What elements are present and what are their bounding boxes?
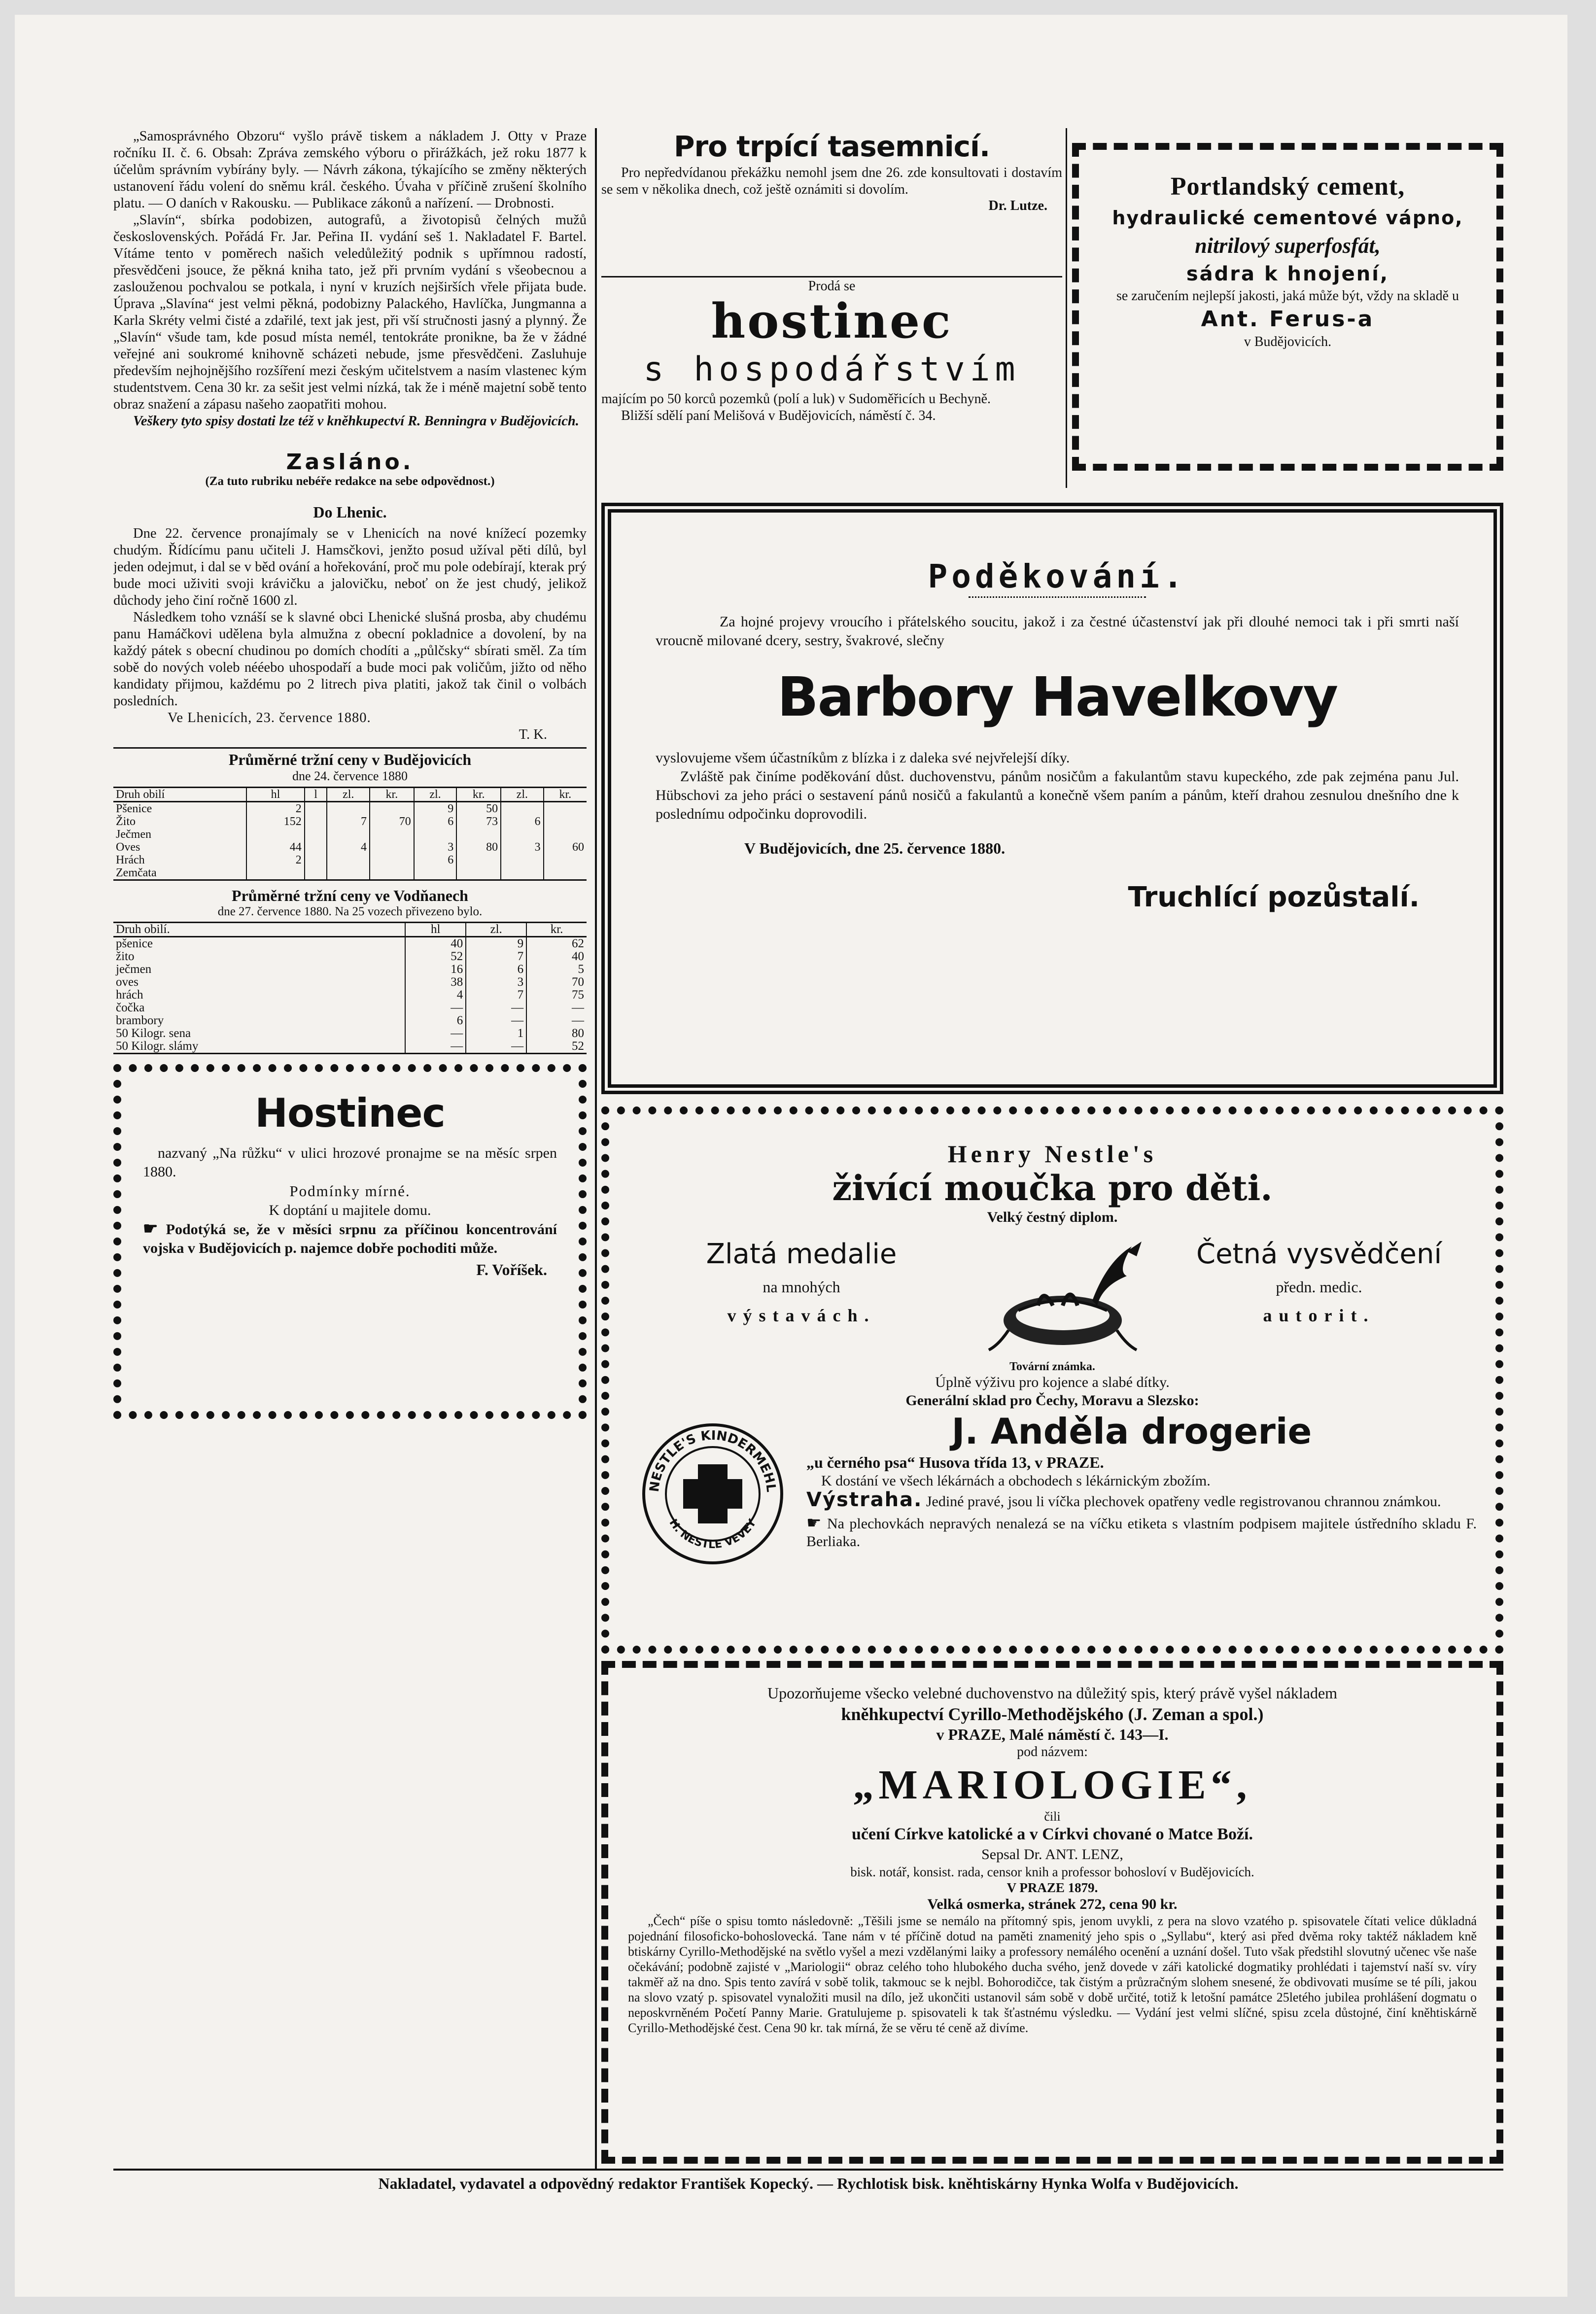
mariologie-body: „Čech“ píše o spisu tomto následovně: „Těšili jsme se nemálo na přítomný spis, jenom uvykli, z pera na slovo vzatého p. spisovatele čítati velice důkladná pojednání filosoficko-bohoslovecká. Tane nám v té příčině dotud na paměti znamenitý jeho spis o „Syllabu“, který asi před dvěma roky taktéž nákladem kně btiskárny Cyrillo-Methodějské na světlo vyšel a mezi vzdělanými laiky a professory nemálého ocenění a uznání došel. Tuto však předstihl slovutný učenec vše naše očekávání; podobně zajisté v „Mariologii“ obraz celého toho hlubokého ducha svého, jenž dovede v záři katolické dogmatiky prohlédati i tajemství naší sv. víry takměř až na dno. Spis tento zavírá v sobě tolik, takmouc se k nejbl. Bohorodičce, tak čistým a průzračným slohem snesené, že obdivovati musíme se té píli, jakou na slovo vzatý p. spisovatel vynaložiti musil na dílo, jež ukončiti ustanovil sám sobě v době určité, totiž k letošní památce 25letého jubilea prohlášení dogmatu o neposkvrněném Početí Panny Marie. Gratulujeme p. spisovateli k tak šťastnému výsledku. — Vydání jest velmi slíčné, spisu zcela důstojné, činí kněhtiskárně Cyrillo-Methodějské čest. Cena 90 kr. tak mírná, že se věru té ceně až divíme. <box>628 1914 1477 2035</box>
nestle-sold: K dostání ve všech lékárnách a obchodech s lékárnickým zbožím. <box>821 1473 1211 1489</box>
prices-vodnany-row <box>113 1027 587 1040</box>
prices-budejovice-header: zl. <box>327 788 370 802</box>
prices-budejovice-cell <box>246 828 305 841</box>
prices-budejovice-cell <box>327 866 370 880</box>
prices-vodnany-cell: 9 <box>466 937 526 951</box>
sale-text: majícím po 50 korců pozemků (polí a luk) v Sudoměřicích u Bechyně. <box>601 391 991 407</box>
prices-budejovice-cell <box>544 854 587 866</box>
prices-vodnany-cell: — <box>405 1027 466 1040</box>
cement-line2: hydraulické cementové vápno, <box>1112 207 1463 229</box>
prices-vodnany-date: dne 27. července 1880. Na 25 vozech přivezeno bylo. <box>217 905 483 918</box>
prices-vodnany-cell: 52 <box>572 1039 584 1053</box>
news-paragraph-obzor: „Samosprávného Obzoru“ vyšlo právě tiskem a nákladem J. Otty v Praze ročníku II. č. 6. Obsah: Zpráva zemského výboru o přirážkách, jež roku 1877 k účelům správním vybírány byly. — Návrh zákona, týkajícího se změny některých ustanovení řádu volení do sněmu král. českého. Úvaha v příčině zrušení školního platu. — O daních v Rakousku. — Publikace zákonů a nařízení. — Drobnosti. <box>113 129 587 211</box>
sale-title: hostinec <box>711 293 953 349</box>
prices-vodnany-cell: — <box>572 1014 584 1027</box>
prices-budejovice-cell <box>501 802 544 816</box>
hostinec-ad-signature: F. Voříšek. <box>476 1261 547 1278</box>
prices-vodnany-cell: 70 <box>572 975 584 989</box>
prices-budejovice-cell <box>305 866 327 880</box>
mariologie-address: v PRAZE, Malé náměstí č. 143—I. <box>936 1726 1169 1743</box>
newspaper-sheet <box>113 128 1503 2247</box>
prices-budejovice-cell <box>246 866 305 880</box>
prices-vodnany-grain: čočka <box>113 1002 405 1014</box>
prices-budejovice-cell <box>501 828 544 841</box>
nestle-warning-text: Jediné pravé, jsou li víčka plechovek opatřeny vedle registrovanou chrannou známkou. <box>926 1493 1441 1510</box>
cement-title: Portlandský cement, <box>1170 173 1405 201</box>
prices-budejovice-cell <box>414 866 457 880</box>
mariologie-author: Sepsal Dr. ANT. LENZ, <box>981 1846 1123 1863</box>
column-rule-left <box>595 128 597 2169</box>
prices-budejovice-header: l <box>305 788 327 802</box>
prices-budejovice-cell <box>544 866 587 880</box>
prices-budejovice-cell: 60 <box>572 841 584 854</box>
prices-budejovice-row <box>113 828 587 841</box>
tasemnice-ad <box>601 128 1062 276</box>
prices-budejovice-cell <box>544 815 587 828</box>
nestle-left-1: Zlatá medalie <box>706 1238 897 1270</box>
column-rule-middle <box>1066 128 1067 488</box>
prices-vodnany-row <box>113 937 587 951</box>
prices-vodnany-cell: 5 <box>578 963 584 976</box>
prices-budejovice-cell <box>370 841 414 854</box>
prices-budejovice-cell <box>544 802 587 816</box>
prices-vodnany-cell: — <box>572 1001 584 1014</box>
nestle-left-3: výstavách. <box>727 1306 876 1325</box>
thanks-title: Poděkování. <box>928 557 1187 595</box>
prices-vodnany-cell: — <box>405 1040 466 1054</box>
prices-budejovice-cell <box>370 866 414 880</box>
prices-vodnany-cell: 52 <box>405 950 466 963</box>
zaslano-initials: T. K. <box>519 727 547 742</box>
prices-budejovice-row <box>113 802 587 816</box>
prices-vodnany-header: Druh obilí. <box>113 923 405 937</box>
prices-budejovice-cell: 9 <box>414 802 457 816</box>
prices-vodnany-header: hl <box>405 923 466 937</box>
prices-budejovice-cell <box>370 828 414 841</box>
ad-divider <box>601 276 1062 277</box>
prices-vodnany-cell: 6 <box>405 1014 466 1027</box>
cement-ad <box>1072 143 1503 471</box>
thanks-name: Barbory Havelkovy <box>777 665 1338 728</box>
prices-vodnany-grain: 50 Kilogr. sena <box>113 1027 405 1040</box>
prices-budejovice-cell <box>544 828 587 841</box>
prices-budejovice-cell: 2 <box>246 802 305 816</box>
prices-budejovice-grain: Žito <box>113 815 246 828</box>
prices-vodnany-row <box>113 950 587 963</box>
prices-budejovice-cell: 6 <box>414 815 457 828</box>
nestle-right-1: Četná vysvědčení <box>1196 1238 1442 1270</box>
prices-vodnany-cell: 62 <box>572 937 584 950</box>
prices-budejovice-cell: 7 <box>327 815 370 828</box>
zaslano-signature: Ve Lhenicích, 23. července 1880. <box>168 710 371 725</box>
mariologie-publisher: kněhkupectví Cyrillo-Methodějského (J. Zeman a spol.) <box>841 1704 1264 1724</box>
hostinec-ad-note-text: Podotýká se, že v měsíci srpnu za příčinou koncentrování vojska v Budějovicích p. najemce dobře pochoditi může. <box>143 1221 557 1256</box>
prices-vodnany-cell: 1 <box>466 1027 526 1040</box>
zaslano-subtitle: (Za tuto rubriku nebéře redakce na sebe odpovědnost.) <box>205 475 495 488</box>
prices-vodnany-grain: 50 Kilogr. slámy <box>113 1040 405 1054</box>
prices-budejovice-cell: 3 <box>414 841 457 854</box>
prices-budejovice-header: Druh obilí <box>113 788 246 802</box>
footer-rule <box>113 2169 1503 2171</box>
nestle-left-2: na mnohých <box>763 1278 840 1296</box>
prices-budejovice-cell: 6 <box>414 854 457 866</box>
prices-budejovice-cell <box>414 828 457 841</box>
prices-budejovice-grain: Ječmen <box>113 828 246 841</box>
prices-budejovice-header: hl <box>246 788 305 802</box>
prices-budejovice-row <box>113 866 587 880</box>
sale-pre: Prodá se <box>808 278 856 294</box>
prices-budejovice <box>113 747 587 881</box>
prices-budejovice-cell <box>327 854 370 866</box>
prices-vodnany-cell: 7 <box>466 950 526 963</box>
prices-budejovice-row <box>113 815 587 828</box>
tasemnice-title: Pro trpící tasemnicí. <box>674 130 990 163</box>
zaslano-heading: Do Lhenic. <box>313 503 387 521</box>
hostinec-ad-conditions: Podmínky mírné. <box>289 1182 411 1200</box>
prices-budejovice-grain: Zemčata <box>113 866 246 880</box>
prices-budejovice-cell: 50 <box>456 802 501 816</box>
prices-budejovice-header: kr. <box>544 788 587 802</box>
hostinec-ad-info: K doptání u majitele domu. <box>269 1202 431 1218</box>
nestle-warning <box>787 1490 1477 1512</box>
seal-bottom-text: H. NESTLE VEVEY <box>666 1517 759 1552</box>
mariologie-year: V PRAZE 1879. <box>1006 1880 1098 1895</box>
prices-vodnany-grain: ječmen <box>113 963 405 976</box>
nestle-warning-label: Výstraha. <box>806 1488 923 1511</box>
hostinec-ad <box>113 1064 587 1419</box>
prices-budejovice-cell <box>305 828 327 841</box>
prices-vodnany-cell: 38 <box>405 976 466 989</box>
prices-vodnany-grain: žito <box>113 950 405 963</box>
nestle-brand: Henry Nestle's <box>947 1140 1157 1168</box>
nestle-left-claim <box>693 1237 910 1329</box>
prices-vodnany-cell: 3 <box>466 976 526 989</box>
prices-vodnany-header: kr. <box>526 923 587 937</box>
prices-budejovice-cell <box>305 841 327 854</box>
seal-top-text: NESTLE'S KINDERMEHL <box>647 1428 779 1493</box>
prices-budejovice-cell: 73 <box>456 815 501 828</box>
news-note: Veškery tyto spisy dostati lze též v kněhkupectví R. Benningra v Budějovicích. <box>133 414 579 429</box>
prices-vodnany-grain: hrách <box>113 989 405 1002</box>
left-column <box>113 128 587 2164</box>
prices-vodnany-header: zl. <box>466 923 526 937</box>
prices-budejovice-header: zl. <box>501 788 544 802</box>
prices-budejovice-grain: Hrách <box>113 854 246 866</box>
news-paragraph-slavin: „Slavín“, sbírka podobizen, autografů, a životopisů čelných mužů československých. Pořádá Fr. Jar. Peřina II. vydání seš 1. Nakladatel F. Bartel. Vítáme tento v poměrech našich veledůležitý podnik s upřímnou radostí, přesvědčeni jsouce, že pěkná kniha tato, jež při prvním vydání s všeobecnou a zaslouženou pochvalou se potkala, i nyní v kruzích nejširších vřele přijata bude. Úprava „Slavína“ jest velmi pěkná, podobizny Palackého, Havlíčka, Jungmanna a Karla Skréty velmi čisté a zdařilé, text jak jest, při vší stručnosti jasný a plynný. Že „Slavín“ všude tam, kde posud místa nemél, tentokráte pronikne, ba že v žádné veřejné ani soukromé knihovně scházeti nebude, jsme přesvědčeni. Zasluhuje především nejhojnějšího rozšíření mezi českým učitelstvem a nasím vlastenec kým studentstvem. Cena 30 kr. za sešit jest velmi nízká, tak že i méně majetní sobě tento obraz snažení a zápasu našeho zaopatřiti mohou. <box>113 212 587 412</box>
prices-vodnany <box>113 887 587 1054</box>
pointing-hand-icon: ☛ <box>143 1220 166 1238</box>
prices-budejovice-row <box>113 854 587 866</box>
footer-imprint: Nakladatel, vydavatel a odpovědný redaktor František Kopecký. — Rychlotisk bisk. kněhtiskárny Hynka Wolfa v Budějovicích. <box>378 2175 1239 2192</box>
mariologie-or: čili <box>1044 1809 1061 1824</box>
prices-budejovice-cell: 3 <box>501 841 544 854</box>
thanks-place: V Budějovicích, dne 25. července 1880. <box>744 839 1006 857</box>
nestle-seal-icon <box>639 1420 787 1568</box>
prices-vodnany-cell: 6 <box>466 963 526 976</box>
prices-budejovice-date: dne 24. července 1880 <box>292 769 408 783</box>
newspaper-page <box>15 15 1567 2297</box>
prices-budejovice-cell <box>327 828 370 841</box>
prices-budejovice-cell <box>456 828 501 841</box>
prices-budejovice-cell: 152 <box>246 815 305 828</box>
prices-vodnany-row <box>113 963 587 976</box>
tasemnice-signature: Dr. Lutze. <box>988 198 1047 213</box>
mariologie-subtitle: učení Církve katolické a v Církvi chované o Matce Boží. <box>851 1825 1253 1843</box>
prices-vodnany-grain: oves <box>113 976 405 989</box>
prices-budejovice-title: Průměrné tržní ceny v Budějovicích <box>228 751 472 768</box>
prices-vodnany-row <box>113 976 587 989</box>
nestle-right-3: autorit. <box>1263 1306 1375 1325</box>
prices-budejovice-cell: 44 <box>246 841 305 854</box>
prices-vodnany-grain: pšenice <box>113 937 405 951</box>
sale-ad <box>601 278 1062 493</box>
prices-budejovice-table <box>113 787 587 881</box>
thanks-notice <box>601 503 1503 1094</box>
nestle-general: Generální sklad pro Čechy, Moravu a Slezsko: <box>905 1392 1199 1409</box>
hostinec-ad-note <box>143 1220 557 1258</box>
prices-budejovice-cell: 6 <box>501 815 544 828</box>
zaslano-title: Zasláno. <box>286 449 414 475</box>
prices-budejovice-cell <box>501 854 544 866</box>
mariologie-intro: Upozorňujeme všecko velebné duchovenstvo na důležitý spis, který právě vyšel nákladem <box>767 1684 1338 1702</box>
prices-budejovice-row <box>113 841 587 854</box>
prices-budejovice-cell <box>305 815 327 828</box>
prices-vodnany-cell: 40 <box>572 950 584 963</box>
prices-budejovice-header: kr. <box>456 788 501 802</box>
prices-vodnany-row <box>113 1002 587 1014</box>
zaslano-paragraph: Následkem toho vznáší se k slavné obci Lhenické slušná prosba, aby chudému panu Hamáčkovi udělena byla almužna z obecní pokladnice a dovolení, by na každý pátek s obecní chudinou po domích chodíti a „půlčsky“ sbírati směl. Za tím sobě do nových voleb nééebo uhospodaří a bude moci pak voličům, jižto od něho kandidaty přijmou, každému po 2 litrech piva platiti, jakož tak činil o volbách posledních. <box>113 610 587 709</box>
nestle-diploma: Velký čestný diplom. <box>987 1209 1118 1225</box>
nestle-ad <box>601 1106 1503 1654</box>
prices-vodnany-cell: — <box>405 1002 466 1014</box>
cement-place: v Budějovicích. <box>1244 334 1332 349</box>
nestle-title: živící moučka pro děti. <box>832 1168 1273 1209</box>
mariologie-format: Velká osmerka, stránek 272, cena 90 kr. <box>927 1896 1178 1912</box>
prices-budejovice-cell: 70 <box>370 815 414 828</box>
prices-budejovice-cell <box>327 802 370 816</box>
nestle-middle <box>639 1227 1466 1360</box>
thanks-intro: Za hojné projevy vroucího i přátelského soucitu, jakož i za čestné účastenství jak při dlouhé nemoci tak i při smrti naší vroucně milované dcery, sestry, švakrové, slečny <box>656 614 1459 649</box>
prices-vodnany-cell: — <box>466 1002 526 1014</box>
prices-budejovice-cell <box>456 866 501 880</box>
hostinec-ad-title: Hostinec <box>255 1090 445 1136</box>
nestle-line: Úplně výživu pro kojence a slabé dítky. <box>935 1374 1170 1390</box>
mariologie-under: pod názvem: <box>1017 1744 1088 1760</box>
prices-budejovice-cell <box>305 802 327 816</box>
pointing-hand-icon: ☛ <box>806 1514 827 1532</box>
prices-vodnany-title: Průměrné tržní ceny ve Vodňanech <box>232 887 468 904</box>
prices-vodnany-cell: 80 <box>572 1027 584 1040</box>
hostinec-ad-text: nazvaný „Na růžku“ v ulici hrozové pronajme se na měsíc srpen 1880. <box>143 1145 557 1180</box>
nestle-address-block <box>787 1410 1477 1551</box>
prices-budejovice-cell <box>305 854 327 866</box>
nestle-right-2: předn. medic. <box>1276 1278 1362 1296</box>
prices-vodnany-grain: brambory <box>113 1014 405 1027</box>
prices-budejovice-cell <box>501 866 544 880</box>
prices-vodnany-cell: 40 <box>405 937 466 951</box>
prices-budejovice-cell: 80 <box>456 841 501 854</box>
mariologie-author-title: bisk. notář, konsist. rada, censor knih a professor bohosloví v Budějovicích. <box>850 1865 1254 1879</box>
prices-vodnany-row <box>113 1040 587 1054</box>
prices-budejovice-cell <box>370 854 414 866</box>
prices-vodnany-row <box>113 989 587 1002</box>
nestle-trademark: Tovární známka. <box>1009 1360 1095 1373</box>
prices-budejovice-cell <box>456 854 501 866</box>
mariologie-ad <box>601 1661 1503 2164</box>
prices-budejovice-header: zl. <box>414 788 457 802</box>
prices-budejovice-cell <box>370 802 414 816</box>
nestle-drogerie: J. Anděla drogerie <box>951 1411 1312 1452</box>
nestle-right-claim <box>1191 1237 1447 1329</box>
prices-budejovice-header: kr. <box>370 788 414 802</box>
sale-subtitle: s hospodářstvím <box>643 350 1020 389</box>
zaslano-paragraph: Dne 22. července pronajímaly se v Lhenicích na nové knížecí pozemky chudým. Řídícímu panu učiteli J. Hamsčkovi, jenžto posud užíval pěti dílů, byl jeden odejmut, i dal se v běd ování a hořekování, proč mu pole odebírají, kterak prý bude moci uživiti svoji krávičku a jalovičku, neboť on že jest chudý, jelikož důchody jeho činí ročně 1600 zl. <box>113 526 587 608</box>
prices-budejovice-grain: Oves <box>113 841 246 854</box>
thanks-p2: Zvláště pak činíme poděkování důst. duchovenstvu, pánům nosičům a fakulantům stavu kupeckého, zde pak zejména panu Jul. Hübschovi za jeho práci o sestavení pánů nosičů a fakulantů a konečně všem paním a pánům, kteří drahou zesnulou dnešního dne k poslednímu odpočinku doprovodili. <box>656 768 1459 822</box>
cement-line5: se zaručením nejlepší jakosti, jaká může být, vždy na skladě u <box>1116 288 1459 304</box>
thanks-title-underline <box>969 596 1146 598</box>
prices-vodnany-table <box>113 922 587 1054</box>
nestle-bottom <box>639 1410 1477 1597</box>
thanks-p1: vyslovujeme všem účastníkům z blízka i z daleka své nejvřelejší díky. <box>656 750 1070 766</box>
prices-vodnany-cell: 75 <box>572 988 584 1002</box>
bird-nest-trademark-icon <box>979 1232 1146 1355</box>
cement-line3: nitrilový superfosfát, <box>1195 234 1381 258</box>
nestle-tins-text: Na plechovkách nepravých nenalezá se na víčku etiketa s vlastním podpisem majitele ústředního skladu F. Berliaka. <box>806 1516 1477 1550</box>
prices-budejovice-cell: 4 <box>327 841 370 854</box>
thanks-signature: Truchlící pozůstalí. <box>1128 881 1420 913</box>
cement-line4: sádra k hnojení, <box>1186 263 1389 285</box>
prices-budejovice-grain: Pšenice <box>113 802 246 816</box>
prices-vodnany-cell: — <box>466 1040 526 1054</box>
tasemnice-text: Pro nepředvídanou překážku nemohl jsem dne 26. zde konsultovati i dostavím se sem v několika dnech, což ještě oznámiti si dovolím. <box>601 165 1062 197</box>
mariologie-title: „MARIOLOGIE“, <box>853 1762 1252 1808</box>
prices-budejovice-cell: 2 <box>246 854 305 866</box>
prices-vodnany-cell: 7 <box>466 989 526 1002</box>
prices-vodnany-cell: 16 <box>405 963 466 976</box>
prices-vodnany-cell: 4 <box>405 989 466 1002</box>
sale-info: Bližší sdělí paní Melišová v Budějovicích, náměstí č. 34. <box>621 408 936 423</box>
nestle-tins <box>787 1515 1477 1551</box>
prices-vodnany-cell: — <box>466 1014 526 1027</box>
prices-vodnany-row <box>113 1014 587 1027</box>
cement-name: Ant. Ferus-a <box>1201 307 1375 332</box>
nestle-addr: „u černého psa“ Husova třída 13, v PRAZE. <box>806 1453 1104 1471</box>
